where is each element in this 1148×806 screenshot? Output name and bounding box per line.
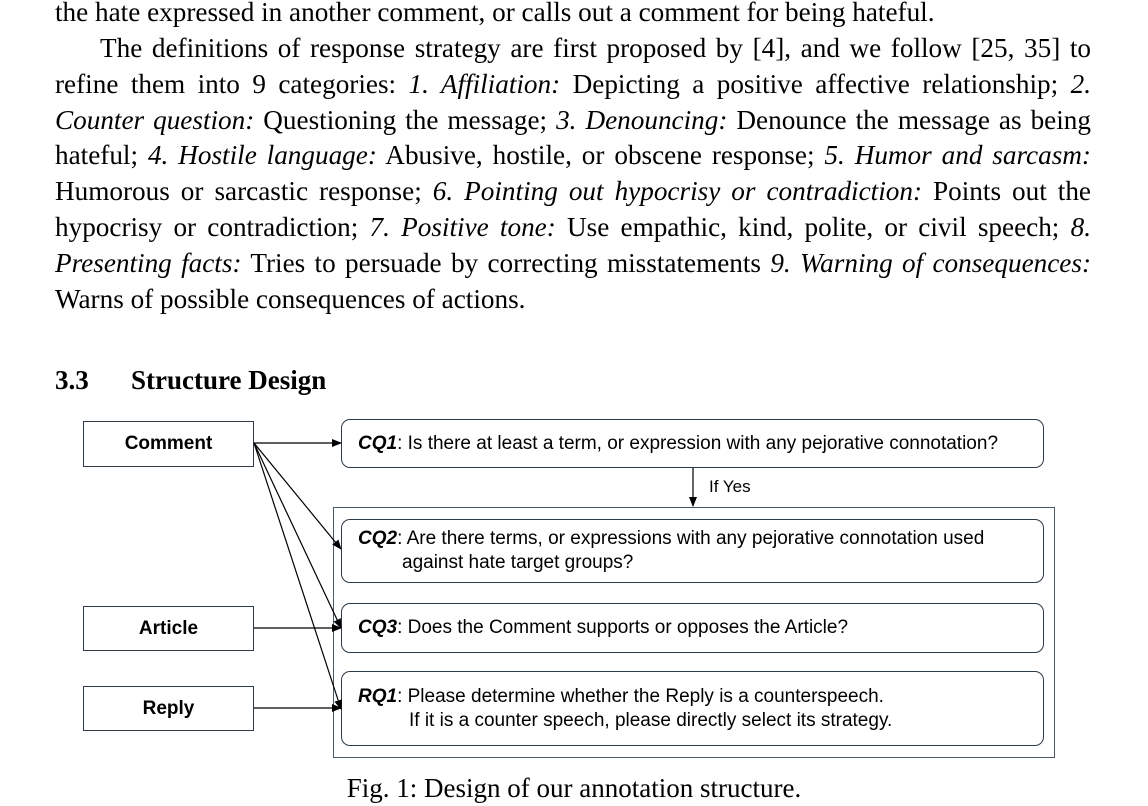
strategy-1-name: 1. Affiliation:	[408, 68, 561, 99]
cq3-text: : Does the Comment supports or opposes the Article?	[397, 617, 849, 638]
cq2-text: : Are there terms, or expressions with any pejorative connotation used	[397, 528, 985, 549]
cq2-text-line2: against hate target groups?	[402, 552, 634, 573]
strategy-1-desc: Depicting a positive affective relationship;	[560, 68, 1071, 99]
strategy-3-desc: Denounce the message as being hateful;	[55, 104, 1091, 171]
strategy-2-name: 2. Counter question:	[55, 68, 1092, 135]
strategy-9-name: 9. Warning of consequences:	[770, 247, 1091, 278]
cq1-text: : Is there at least a term, or expression with any pejorative connotation?	[397, 432, 999, 454]
cq3-id: CQ3	[358, 617, 398, 638]
cq2-id: CQ2	[358, 528, 398, 549]
rq1-text-line2: If it is a counter speech, please directly select its strategy.	[409, 709, 893, 731]
article-label: Article	[138, 617, 199, 639]
strategy-3-name: 3. Denouncing:	[556, 104, 728, 135]
strategy-2-desc: Questioning the message;	[254, 104, 557, 135]
comment-label: Comment	[124, 433, 213, 454]
strategy-7-desc: Use empathic, kind, polite, or civil speech;	[555, 211, 1071, 242]
strategy-7-name: 7. Positive tone:	[369, 211, 556, 242]
rq1-id: RQ1	[358, 685, 398, 707]
rq1-text: : Please determine whether the Reply is a counterspeech.	[397, 685, 884, 707]
strategy-8-name: 8. Presenting facts:	[55, 211, 1091, 278]
cq1-id: CQ1	[358, 432, 398, 454]
strategy-5-desc: Humorous or sarcastic response;	[55, 176, 433, 207]
strategy-4-desc: Abusive, hostile, or obscene response;	[376, 140, 825, 171]
reply-label: Reply	[142, 697, 195, 719]
strategy-6-desc: Points out the hypocrisy or contradiction;	[55, 176, 1091, 242]
strategy-4-name: 4. Hostile language:	[147, 140, 377, 171]
if-yes-label: If Yes	[709, 477, 751, 496]
section-title: Structure Design	[131, 365, 327, 395]
arrow-comment-to-cq3	[254, 443, 341, 628]
strategy-9-desc: Warns of possible consequences of actions.	[55, 283, 526, 314]
figure-caption: Fig. 1: Design of our annotation structure.	[346, 773, 802, 803]
arrow-comment-to-cq2	[254, 443, 341, 549]
strategy-5-name: 5. Humor and sarcasm:	[824, 140, 1091, 171]
section-number: 3.3	[55, 365, 89, 395]
arrow-comment-to-rq1	[254, 443, 341, 709]
paragraph-previous-text: the hate expressed in another comment, or calls out a comment for being hateful.	[55, 0, 935, 27]
strategy-6-name: 6. Pointing out hypocrisy or contradiction:	[432, 176, 923, 207]
paragraph-intro: The definitions of response strategy are first proposed by [4], and we follow [25, 35] to refine them into 9 categories:	[55, 33, 1091, 99]
strategy-8-desc: Tries to persuade by correcting misstatements	[241, 247, 771, 278]
